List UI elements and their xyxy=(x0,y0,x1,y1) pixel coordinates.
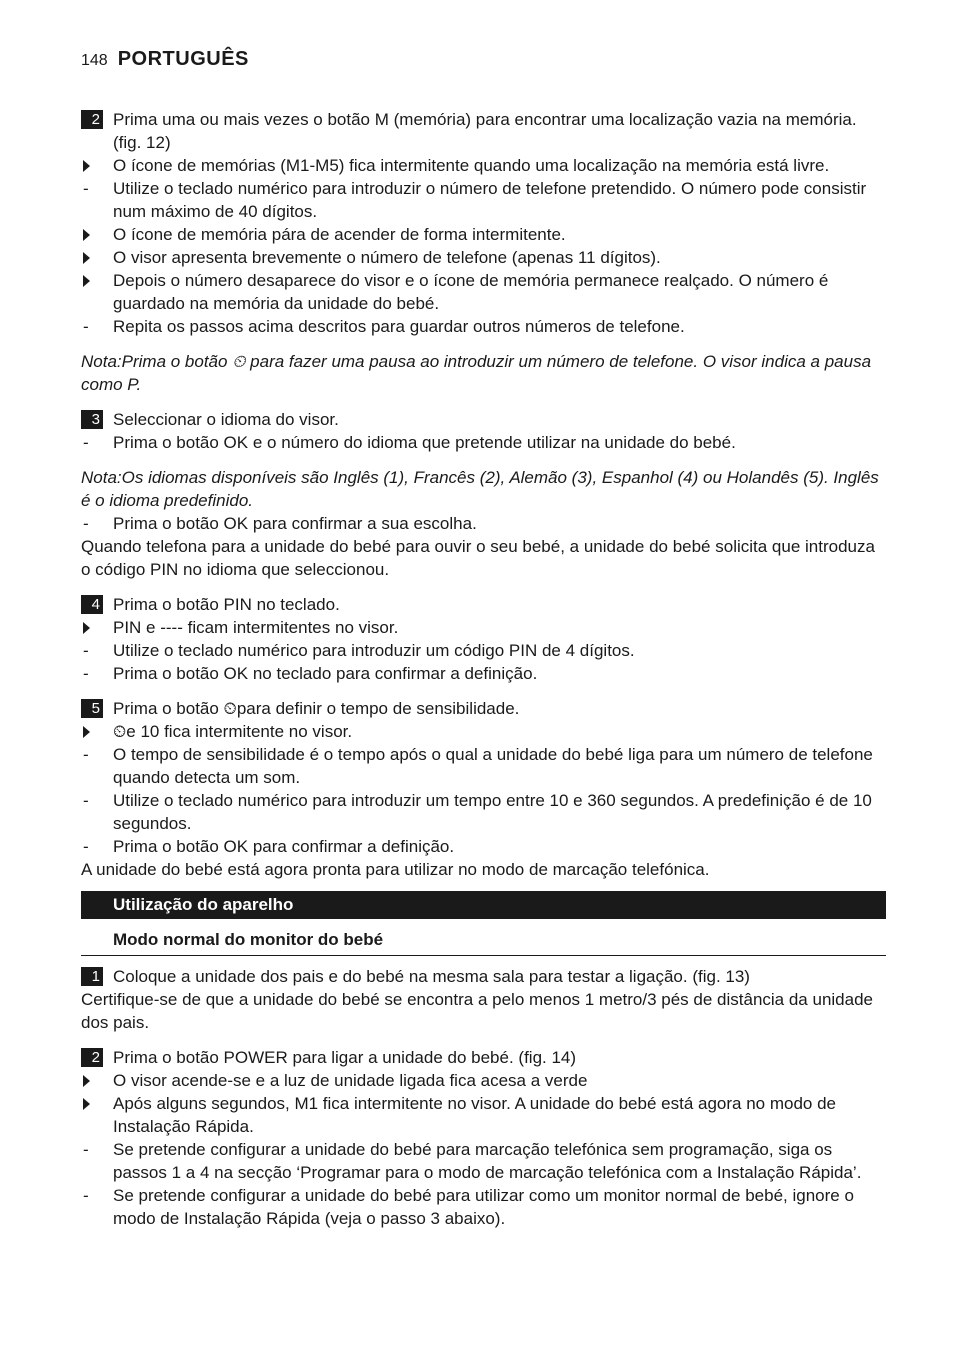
line-text: A unidade do bebé está agora pronta para utilizar no modo de marcação telefónica. xyxy=(81,860,710,879)
spacer xyxy=(81,396,886,408)
step-item xyxy=(81,593,886,616)
step-item xyxy=(81,1046,886,1069)
dash-bullet-icon: - xyxy=(83,641,89,660)
result-item xyxy=(81,1069,886,1092)
line-text: PIN e ---- ficam intermitentes no visor. xyxy=(113,618,399,637)
line-text: Se pretende configurar a unidade do bebé para marcação telefónica sem programação, siga os passos 1 a 4 na secção ‘Programar para o modo de marcação telefónica com a Instalação Rápida’. xyxy=(113,1140,862,1182)
line-text: Prima o botão OK para confirmar a sua escolha. xyxy=(113,514,477,533)
step-item xyxy=(81,408,886,431)
line-text: Prima o botão POWER para ligar a unidade do bebé. (fig. 14) xyxy=(113,1048,577,1067)
dash-bullet-icon: - xyxy=(83,664,89,683)
line-text: Se pretende configurar a unidade do bebé para utilizar como um monitor normal de bebé, ignore o modo de Instalação Rápida (veja o passo 3 abaixo). xyxy=(113,1186,854,1228)
section-heading: Utilização do aparelho xyxy=(81,891,886,919)
line-text: Seleccionar o idioma do visor. xyxy=(113,410,339,429)
subsection-heading: Modo normal do monitor do bebé xyxy=(81,925,886,956)
dash-bullet-icon: - xyxy=(83,791,89,810)
line-text: Coloque a unidade dos pais e do bebé na mesma sala para testar a ligação. (fig. 13) xyxy=(113,967,750,986)
instruction-item xyxy=(81,315,886,338)
instruction-item xyxy=(81,639,886,662)
result-item xyxy=(81,246,886,269)
instruction-item xyxy=(81,1184,886,1230)
dash-bullet-icon: - xyxy=(83,1140,89,1159)
result-arrow-icon xyxy=(83,229,90,241)
instruction-item xyxy=(81,789,886,835)
paragraph xyxy=(81,988,886,1034)
content-body xyxy=(81,108,886,1230)
line-text: ⏲e 10 fica intermitente no visor. xyxy=(113,722,353,741)
line-text: Utilize o teclado numérico para introduzir o número de telefone pretendido. O número pode consistir num máximo de 40 dígitos. xyxy=(113,179,867,221)
spacer xyxy=(81,581,886,593)
note-text xyxy=(81,350,886,396)
result-arrow-icon xyxy=(83,252,90,264)
result-item xyxy=(81,720,886,743)
instruction-item xyxy=(81,743,886,789)
instruction-item xyxy=(81,1138,886,1184)
spacer xyxy=(81,454,886,466)
result-arrow-icon xyxy=(83,160,90,172)
instruction-item xyxy=(81,662,886,685)
dash-bullet-icon: - xyxy=(83,433,89,452)
line-text: Prima o botão OK para confirmar a definição. xyxy=(113,837,455,856)
line-text: Repita os passos acima descritos para guardar outros números de telefone. xyxy=(113,317,685,336)
line-text: O tempo de sensibilidade é o tempo após o qual a unidade do bebé liga para um número de telefone quando detecta um som. xyxy=(113,745,873,787)
line-text: Nota:Prima o botão ⏲ para fazer uma pausa ao introduzir um número de telefone. O visor indica a pausa como P. xyxy=(81,352,872,394)
result-arrow-icon xyxy=(83,1075,90,1087)
dash-bullet-icon: - xyxy=(83,317,89,336)
spacer xyxy=(81,338,886,350)
language-heading: PORTUGUÊS xyxy=(117,48,249,70)
line-text: Prima o botão ⏲para definir o tempo de sensibilidade. xyxy=(113,699,520,718)
line-text: Após alguns segundos, M1 fica intermitente no visor. A unidade do bebé está agora no modo de Instalação Rápida. xyxy=(113,1094,836,1136)
step-item xyxy=(81,965,886,988)
line-text: O ícone de memórias (M1-M5) fica intermitente quando uma localização na memória está livre. xyxy=(113,156,830,175)
line-text: Depois o número desaparece do visor e o ícone de memória permanece realçado. O número é guardado na memória da unidade do bebé. xyxy=(113,271,829,313)
result-item xyxy=(81,616,886,639)
line-text: O visor apresenta brevemente o número de telefone (apenas 11 dígitos). xyxy=(113,248,661,267)
instruction-item xyxy=(81,835,886,858)
dash-bullet-icon: - xyxy=(83,179,89,198)
instruction-item xyxy=(81,512,886,535)
line-text: Utilize o teclado numérico para introduzir um código PIN de 4 dígitos. xyxy=(113,641,635,660)
result-arrow-icon xyxy=(83,1098,90,1110)
line-text: Quando telefona para a unidade do bebé para ouvir o seu bebé, a unidade do bebé solicita que introduza o código PIN no idioma que seleccionou. xyxy=(81,537,875,579)
spacer xyxy=(81,685,886,697)
result-arrow-icon xyxy=(83,622,90,634)
result-item xyxy=(81,154,886,177)
paragraph xyxy=(81,535,886,581)
result-arrow-icon xyxy=(83,726,90,738)
line-text: Utilize o teclado numérico para introduzir um tempo entre 10 e 360 segundos. A predefinição é de 10 segundos. xyxy=(113,791,872,833)
line-text: O visor acende-se e a luz de unidade ligada fica acesa a verde xyxy=(113,1071,588,1090)
line-text: Nota:Os idiomas disponíveis são Inglês (1), Francês (2), Alemão (3), Espanhol (4) ou Holandês (5). Inglês é o idioma predefinido. xyxy=(81,468,879,510)
step-item xyxy=(81,697,886,720)
line-text: Prima uma ou mais vezes o botão M (memória) para encontrar uma localização vazia na memória. (fig. 12) xyxy=(113,110,857,152)
dash-bullet-icon: - xyxy=(83,1186,89,1205)
line-text: Prima o botão OK e o número do idioma que pretende utilizar na unidade do bebé. xyxy=(113,433,736,452)
dash-bullet-icon: - xyxy=(83,514,89,533)
result-arrow-icon xyxy=(83,275,90,287)
line-text: Prima o botão PIN no teclado. xyxy=(113,595,340,614)
step-number-badge: 3 xyxy=(81,410,103,429)
dash-bullet-icon: - xyxy=(83,837,89,856)
step-number-badge: 2 xyxy=(81,110,103,129)
line-text: Prima o botão OK no teclado para confirmar a definição. xyxy=(113,664,538,683)
dash-bullet-icon: - xyxy=(83,745,89,764)
step-number-badge: 1 xyxy=(81,967,103,986)
step-number-badge: 2 xyxy=(81,1048,103,1067)
line-text: Certifique-se de que a unidade do bebé se encontra a pelo menos 1 metro/3 pés de distância da unidade dos pais. xyxy=(81,990,873,1032)
paragraph xyxy=(81,858,886,881)
instruction-item xyxy=(81,177,886,223)
spacer xyxy=(81,1034,886,1046)
page-header xyxy=(81,48,249,74)
result-item xyxy=(81,269,886,315)
step-number-badge: 4 xyxy=(81,595,103,614)
step-number-badge: 5 xyxy=(81,699,103,718)
page-number: 148 xyxy=(81,52,108,69)
note-text xyxy=(81,466,886,512)
line-text: O ícone de memória pára de acender de forma intermitente. xyxy=(113,225,566,244)
instruction-item xyxy=(81,431,886,454)
result-item xyxy=(81,223,886,246)
step-item xyxy=(81,108,886,154)
result-item xyxy=(81,1092,886,1138)
